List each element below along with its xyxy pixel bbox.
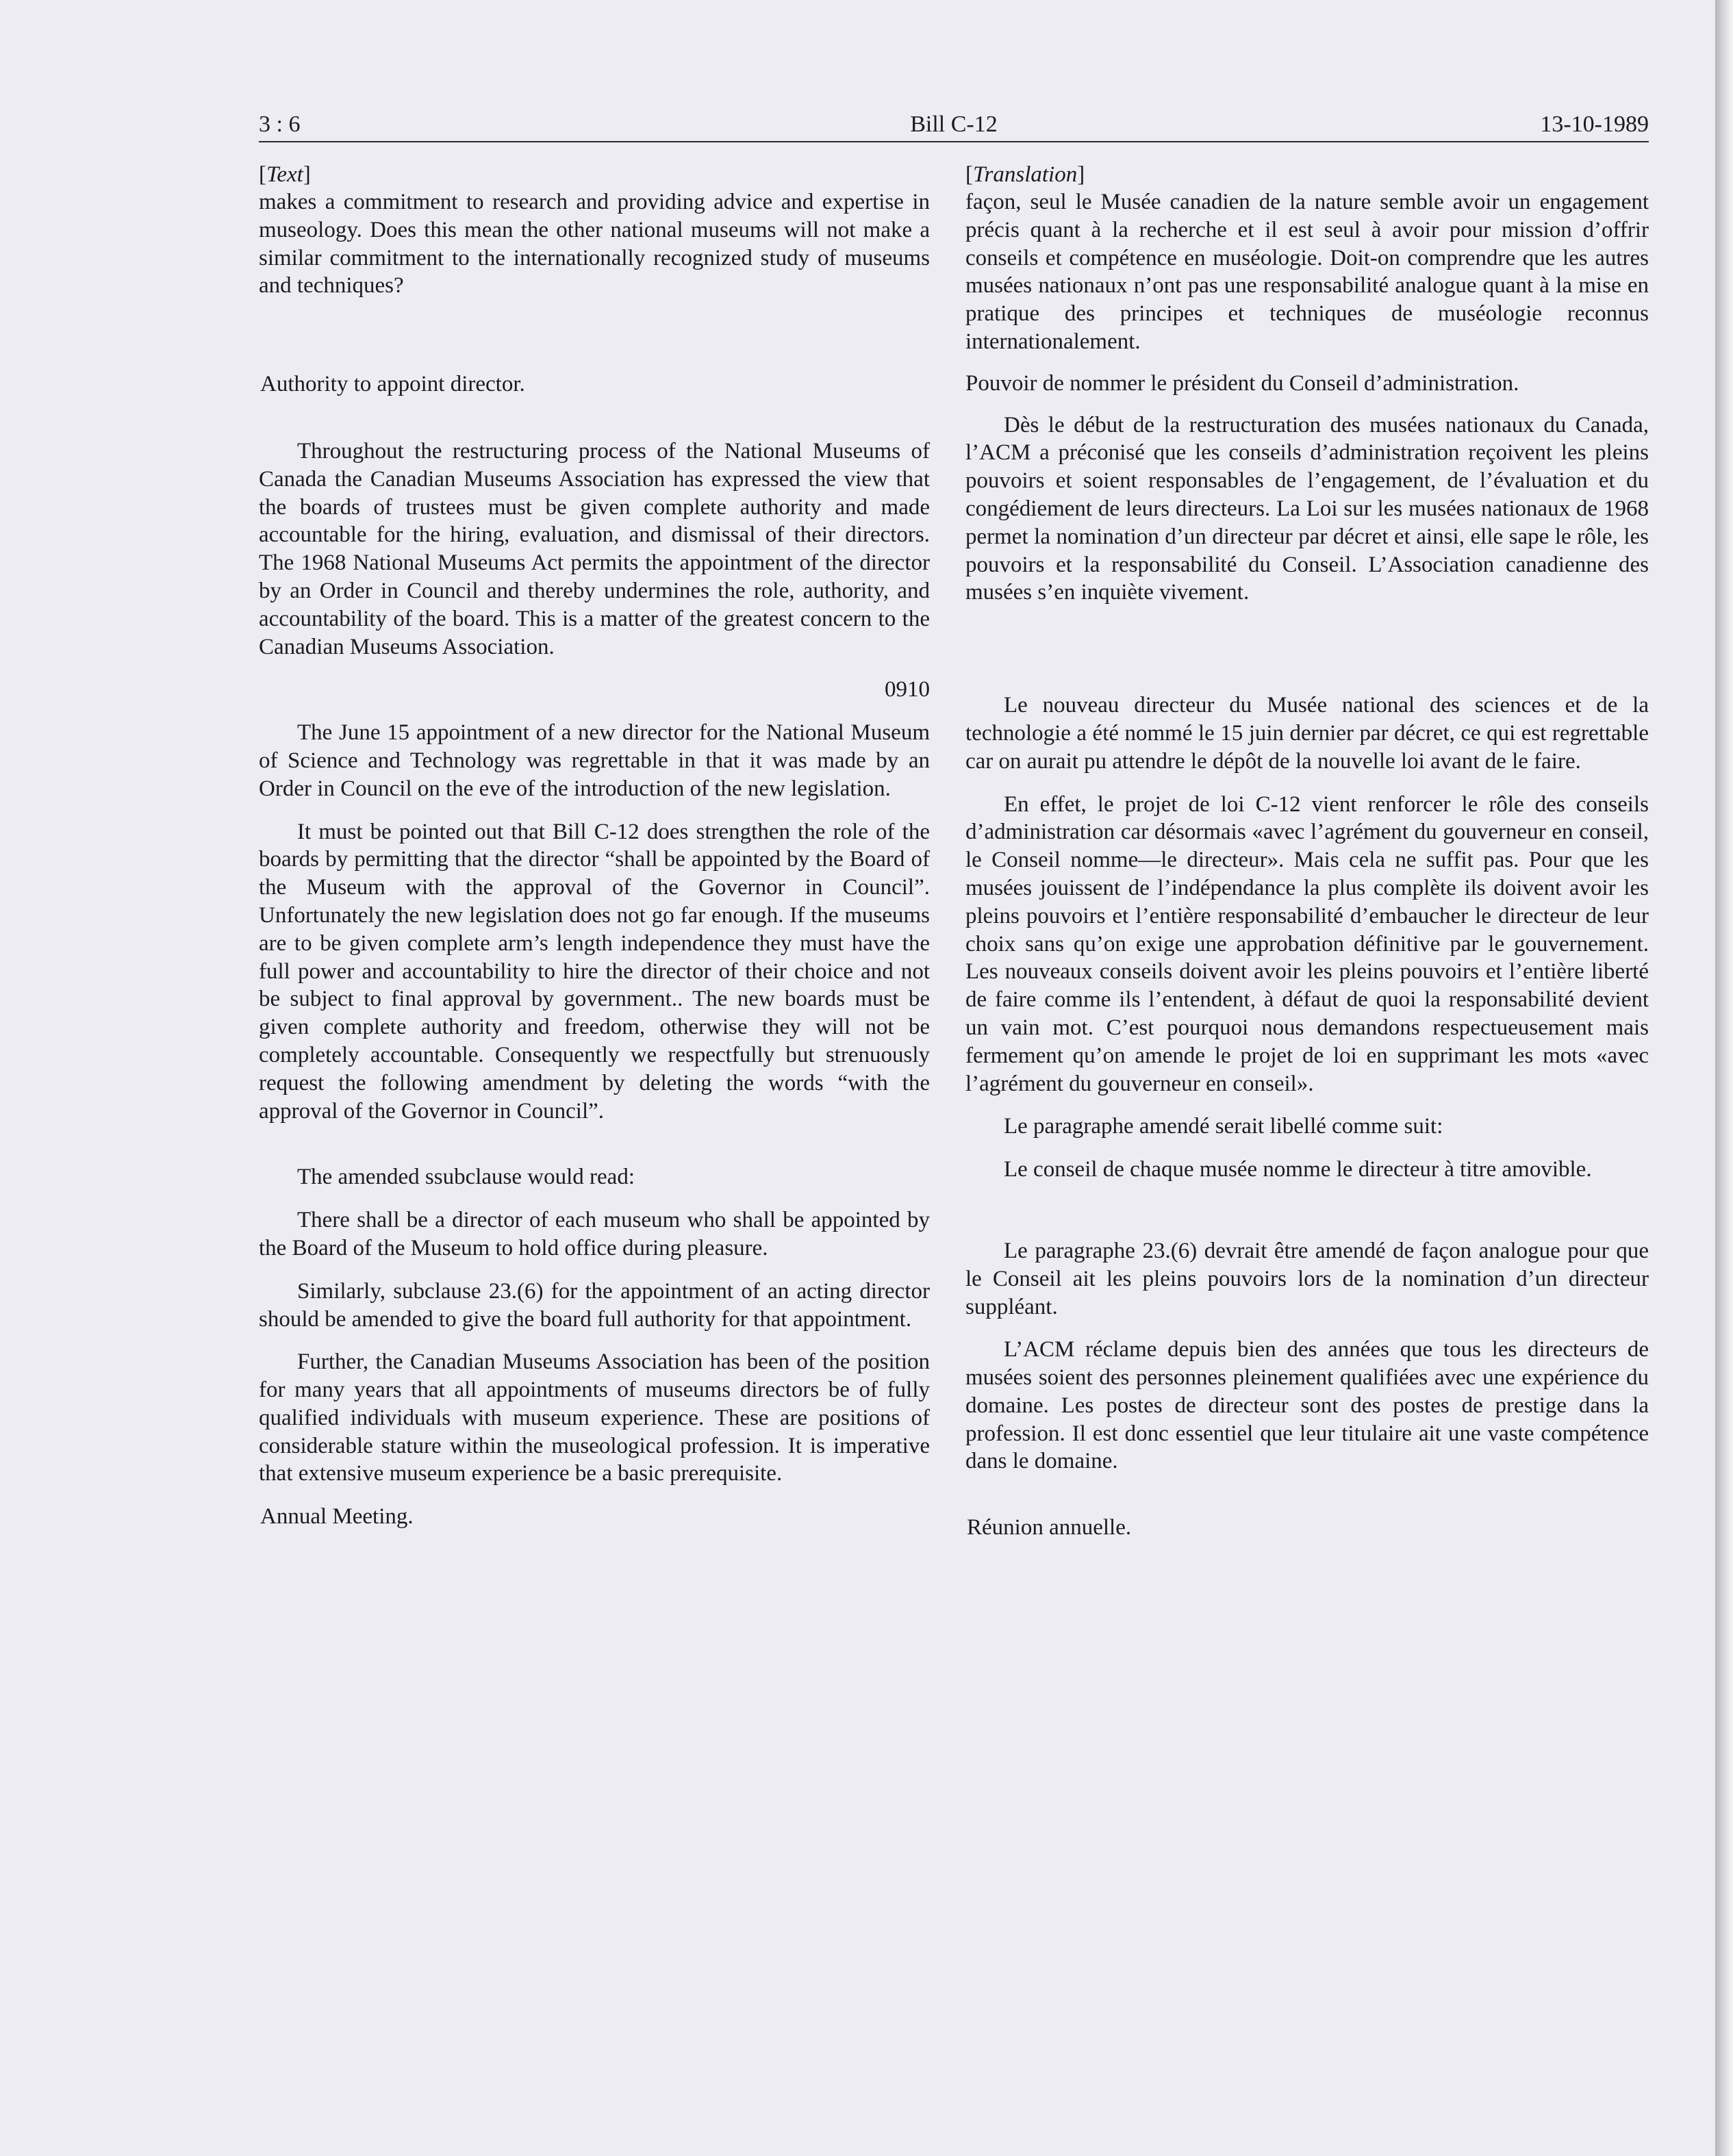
- margin-heading: Authority to appoint director.: [260, 372, 525, 397]
- margin-heading: Pouvoir de nommer le président du Conseil d’administration.: [965, 370, 1519, 396]
- text-tag: [Text]: [259, 162, 311, 187]
- paragraph: L’ACM réclame depuis bien des années que tous les directeurs de musées soient des personnes pleinement qualifiées avec une expérience du domaine. Les postes de directeur sont des postes de prestige dans la profession. Il est donc essentiel que leur titulaire ait une vaste compétence dans le domaine.: [965, 1337, 1649, 1474]
- paragraph: Le paragraphe amendé serait libellé comme suit:: [1004, 1114, 1443, 1139]
- paragraph: Le paragraphe 23.(6) devrait être amendé de façon analogue pour que le Conseil ait les pleins pouvoirs lors de la nomination d’un directeur suppléant.: [965, 1238, 1649, 1319]
- page-header: [259, 108, 1649, 141]
- paragraph: Further, the Canadian Museums Association has been of the position for many years that all appointments of museums directors be of fully qualified individuals with museum experience. These are positions of considerable stature within the museological profession. It is imperative that extensive museum experience be a basic prerequisite.: [259, 1349, 930, 1486]
- text-tag-label: Text: [266, 162, 303, 187]
- translation-tag-label: Translation: [973, 162, 1078, 187]
- paragraph: It must be pointed out that Bill C-12 does strengthen the role of the boards by permitting that the director “shall be appointed by the Board of the Museum with the approval of the Governor in Council”. Unfortunately the new legislation does not go far enough. If the museums are to be given complete arm’s length independence they must have the full power and accountability to hire the director of their choice and not be subject to final approval by government.. The new boards must be given complete authority and freedom, otherwise they will not be completely accountable. Consequently we respectfully but strenuously request the following amendment by deleting the words “with the approval of the Governor in Council”.: [259, 819, 930, 1124]
- margin-heading: Réunion annuelle.: [967, 1515, 1132, 1540]
- paragraph: Dès le début de la restructuration des musées nationaux du Canada, l’ACM a préconisé que les conseils d’administration reçoivent les pleins pouvoirs et soient responsables de l’engagement, de l’évaluation et du congédiement de leurs directeurs. La Loi sur les musées nationaux de 1968 permet la nomination d’un directeur par décret et ainsi, elle sape le rôle, les pouvoirs et la responsabilité du Conseil. L’Association canadienne des musées s’en inquiète vivement.: [965, 412, 1649, 605]
- amended-text: There shall be a director of each museum who shall be appointed by the Board of the Museum to hold office during pleasure.: [259, 1208, 930, 1260]
- page-date: 13-10-1989: [1540, 112, 1649, 137]
- paragraph: En effet, le projet de loi C-12 vient renforcer le rôle des conseils d’administration car désormais «avec l’agrément du gouverneur en conseil, le Conseil nomme—le directeur». Mais cela ne suffit pas. Pour que les musées jouissent de l’indépendance la plus complète ils doivent avoir les pleins pouvoirs et l’entière responsabilité d’embaucher le directeur de leur choix sans qu’on exige une approbation définitive par le gouvernement. Les nouveaux conseils doivent avoir les pleins pouvoirs et l’entière liberté de faire comme ils l’entendent, à défaut de quoi la responsabilité devient un vain mot. C’est pourquoi nous demandons respectueusement mais fermement qu’on amende le projet de loi en supprimant les mots «avec l’agrément du gouverneur en conseil».: [965, 791, 1649, 1096]
- bill-title: Bill C-12: [910, 112, 998, 137]
- paragraph: makes a commitment to research and providing advice and expertise in museology. Does this mean the other national museums will not make a similar commitment to the internationally recognized study of museums and techniques?: [259, 190, 930, 299]
- page-edge-shadow: [1715, 0, 1733, 2156]
- paragraph: Similarly, subclause 23.(6) for the appointment of an acting director should be amended to give the board full authority for that appointment.: [259, 1278, 930, 1332]
- translation-tag: [Translation]: [965, 162, 1085, 187]
- paragraph: façon, seul le Musée canadien de la nature semble avoir un engagement précis quant à la recherche et il est seul à avoir pour mission d’offrir conseils et compétence en muséologie. Doit-on comprendre que les autres musées nationaux n’ont pas une responsabilité analogue quant à la mise en pratique des principes et techniques de muséologie reconnus internationalement.: [965, 190, 1649, 354]
- paragraph: Throughout the restructuring process of the National Museums of Canada the Canadian Museums Association has expressed the view that the boards of trustees must be given complete authority and made accountable for the hiring, evaluation, and dismissal of their directors. The 1968 National Museums Act permits the appointment of the director by an Order in Council and thereby undermines the role, authority, and accountability of the board. This is a matter of the greatest concern to the Canadian Museums Association.: [259, 438, 930, 659]
- amended-text: Le conseil de chaque musée nomme le directeur à titre amovible.: [1004, 1157, 1592, 1182]
- paragraph: Le nouveau directeur du Musée national des sciences et de la technologie a été nommé le 15 juin dernier par décret, ce qui est regrettable car on aurait pu attendre le dépôt de la nouvelle loi avant de le faire.: [965, 693, 1649, 774]
- english-column: [259, 161, 930, 1531]
- margin-heading: Annual Meeting.: [260, 1504, 414, 1530]
- header-rule: [259, 141, 1649, 142]
- french-column: [965, 161, 1649, 1542]
- page-number: 3 : 6: [259, 112, 301, 137]
- paragraph: The amended ssubclause would read:: [297, 1165, 635, 1190]
- time-code: 0910: [885, 677, 930, 702]
- paragraph: The June 15 appointment of a new director for the National Museum of Science and Technology was regrettable in that it was made by an Order in Council on the eve of the introduction of the new legislation.: [259, 720, 930, 801]
